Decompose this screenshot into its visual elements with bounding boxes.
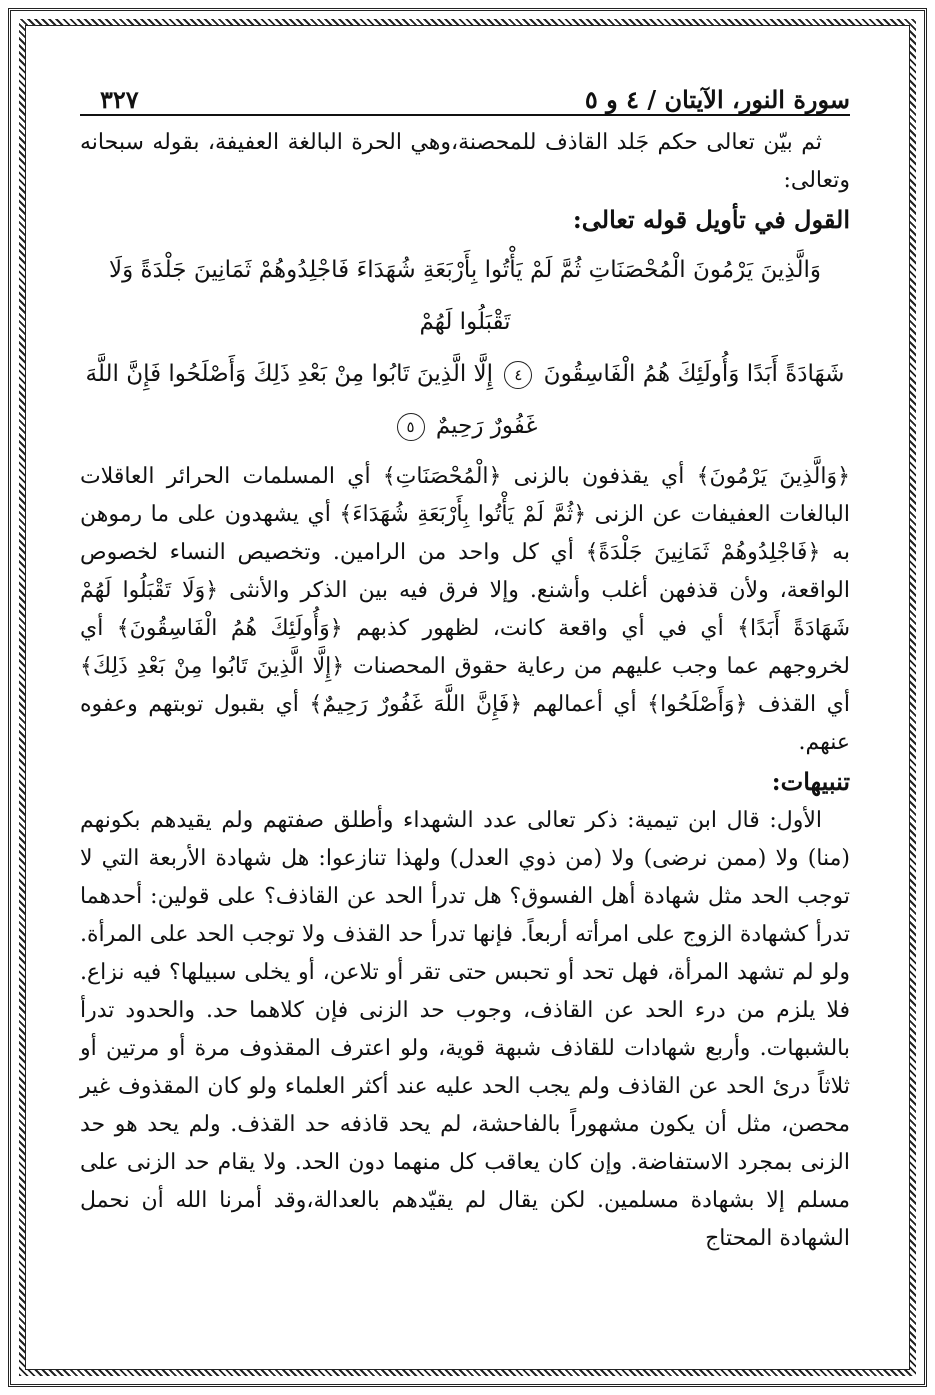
verse-number-4: ٤: [504, 361, 532, 389]
running-header: [80, 72, 850, 116]
verse-line-2a: شَهَادَةً أَبَدًا وَأُولَئِكَ هُمُ الْفَاسِقُونَ: [543, 361, 845, 387]
verse-line-2b: إِلَّا الَّذِينَ تَابُوا مِنْ بَعْدِ ذَلِكَ وَأَصْلَحُوا فَإِنَّ اللَّهَ: [85, 361, 494, 387]
notes-heading: تنبيهات:: [771, 767, 850, 796]
verse-line-3-text: غَفُورٌ رَحِيمٌ: [435, 413, 538, 439]
intro-paragraph: ثم بيّن تعالى حكم جَلد القاذف للمحصنة،وهي الحرة البالغة العفيفة، بقوله سبحانه وتعالى:: [80, 130, 850, 193]
verse-number-5: ٥: [397, 413, 425, 441]
page-body: [80, 124, 850, 1258]
verse-line-1: وَالَّذِينَ يَرْمُونَ الْمُحْصَنَاتِ ثُمَّ لَمْ يَأْتُوا بِأَرْبَعَةِ شُهَدَاءَ فَاجْلِدُوهُمْ ثَمَانِينَ جَلْدَةً وَلَا تَقْبَلُوا لَهُمْ: [109, 257, 821, 335]
verse-line-3: [80, 400, 850, 452]
notes-paragraph: الأول: قال ابن تيمية: ذكر تعالى عدد الشهداء وأطلق صفتهم ولم يقيدهم بكونهم (منا) ولا (ممن نرضى) ولا (من ذوي العدل) ولهذا تنازعوا: هل شهادة الأربعة التي لا توجب الحد مثل شهادة أهل الفسوق؟ هل تدرأ الحد عن القاذف؟ على قولين: أحدهما تدرأ كشهادة الزوج على امرأته أربعاً. فإنها تدرأ حد القذف ولا توجب الحد على المرأة. ولو لم تشهد المرأة، فهل تحد أو تحبس حتى تقر أو تلاعن، أو يخلى سبيلها؟ فيه نزاع. فلا يلزم من درء الحد عن القاذف، وجوب حد الزنى فإن كلاهما حد. والحدود تدرأ بالشبهات. وأربع شهادات للقاذف شبهة قوية، ولو اعترف المقذوف مرة أو مرتين أو ثلاثاً درئ الحد عن القاذف ولم يجب الحد عليه عند أكثر العلماء ولو كان المقذوف غير محصن، مثل أن يكون مشهوراً بالفاحشة، لم يحد قاذفه حد القذف. ولم يحد هو حد الزنى بمجرد الاستفاضة. وإن كان يعاقب كل منهما دون الحد. ولا يقام حد الزنى على مسلم إلا بشهادة مسلمين. لكن يقال لم يقيّدهم بالعدالة،وقد أمرنا الله أن نحمل الشهادة المحتاج: [80, 808, 850, 1251]
chapter-title: سورة النور، الآيتان / ٤ و ٥: [584, 85, 850, 114]
section-heading: القول في تأويل قوله تعالى:: [572, 205, 850, 234]
page-number: ٣٢٧: [100, 85, 139, 114]
tafsir-paragraph: ﴿وَالَّذِينَ يَرْمُونَ﴾ أي يقذفون بالزنى ﴿الْمُحْصَنَاتِ﴾ أي المسلمات الحرائر العاقلات البالغات العفيفات عن الزنى ﴿ثُمَّ لَمْ يَأْتُوا بِأَرْبَعَةِ شُهَدَاءَ﴾ أي يشهدون على ما رموهن به ﴿فَاجْلِدُوهُمْ ثَمَانِينَ جَلْدَةً﴾ أي كل واحد من الرامين. وتخصيص النساء لخصوص الواقعة، ولأن قذفهن أغلب وأشنع. وإلا فرق فيه بين الذكر والأنثى ﴿وَلَا تَقْبَلُوا لَهُمْ شَهَادَةً أَبَدًا﴾ أي في أي واقعة كانت، لظهور كذبهم ﴿وَأُولَئِكَ هُمُ الْفَاسِقُونَ﴾ أي لخروجهم عما وجب عليهم من رعاية حقوق المحصنات ﴿إِلَّا الَّذِينَ تَابُوا مِنْ بَعْدِ ذَلِكَ﴾ أي القذف ﴿وَأَصْلَحُوا﴾ أي أعمالهم ﴿فَإِنَّ اللَّهَ غَفُورٌ رَحِيمٌ﴾ أي بقبول توبتهم وعفوه عنهم.: [80, 464, 850, 755]
quran-verse: [80, 244, 850, 452]
book-page: [80, 72, 850, 1258]
verse-line-2: [80, 348, 850, 400]
